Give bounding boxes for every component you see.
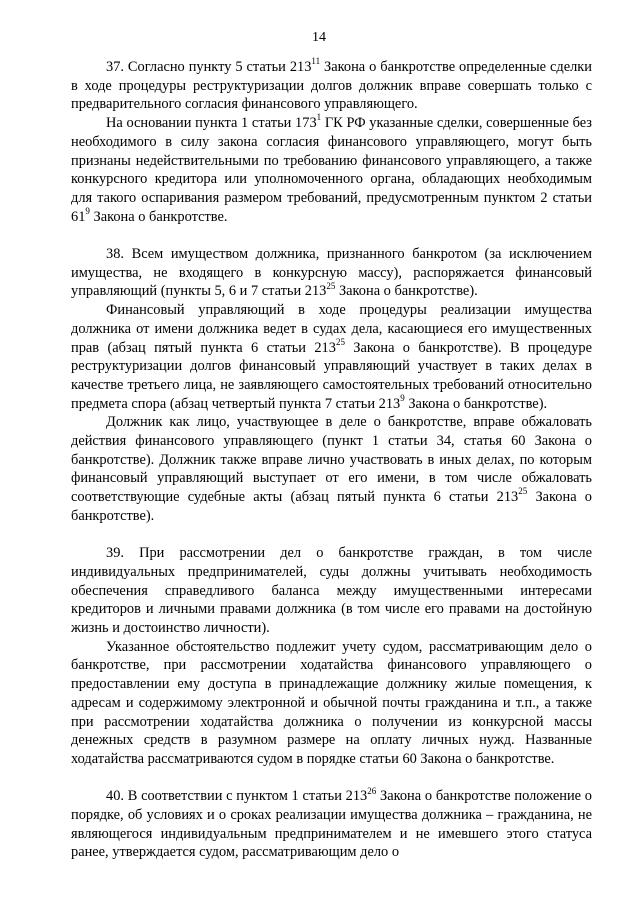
paragraph-text: 37. Согласно пункту 5 статьи 213 <box>106 59 312 75</box>
superscript: 9 <box>85 205 90 216</box>
superscript: 25 <box>518 486 528 497</box>
superscript: 9 <box>400 392 405 403</box>
paragraph-text: Закона о банкротстве. <box>89 208 228 225</box>
paragraph <box>71 245 592 301</box>
paragraph-text: Закона о банкротстве). <box>404 395 548 412</box>
paragraph-text: На основании пункта 1 статьи 173 <box>106 115 317 132</box>
paragraph <box>71 544 592 638</box>
superscript: 11 <box>311 56 321 67</box>
paragraph <box>71 114 592 226</box>
page-number: 14 <box>312 30 326 45</box>
paragraph <box>71 58 592 114</box>
document-body <box>71 58 592 862</box>
superscript: 26 <box>367 785 377 796</box>
paragraph-text: Должник как лицо, участвующее в деле о банкротстве, вправе обжаловать действия финансового управляющего (пункт 1 статьи 34, статья 60 Закона о банкротстве). Должник также вправе лично участвовать в иных делах, по которым финансовый управляющий выступает от его имени, в том числе обжаловать соответствующие судебные акты (абзац пятый пункта 6 статьи 213 <box>71 414 592 506</box>
paragraph <box>71 638 592 769</box>
paragraph-text: Закона о банкротстве). <box>335 283 478 300</box>
paragraph-text: Финансовый управляющий в ходе процедуры реализации имущества должника от имени должника ведет в судах дела, касающиеся его имущественных прав (абзац пятый пункта 6 статьи 213 <box>71 302 592 356</box>
paragraph-text: Закона о банкротстве положение о порядке, об условиях и о сроках реализации имущества должника – гражданина, не являющегося индивидуальным предпринимателем и не имевшего этого статуса ранее, утверждается судом, рассматривающим дело о <box>71 788 593 861</box>
paragraph <box>71 301 592 413</box>
superscript: 25 <box>326 280 336 291</box>
paragraph <box>71 413 592 525</box>
paragraph-text: 39. При рассмотрении дел о банкротстве граждан, в том числе индивидуальных предпринимателей, суды должны учитывать необходимость обеспечения справедливого баланса между имущественными интересами кредиторов и личными правами должника (в том числе его правами на достойную жизнь и достоинство личности). <box>71 545 592 637</box>
paragraph-text: Указанное обстоятельство подлежит учету судом, рассматривающим дело о банкротстве, при рассмотрении ходатайства финансового управляющего о предоставлении ему доступа в принадлежащие должнику жилые помещения, к адресам и содержимому электронной и обычной почты гражданина и т.п., а также при рассмотрении ходатайства должника о получении из конкурсной массы денежных средств в разумном размере на оплату личных нужд. Названные ходатайства рассматриваются судом в порядке статьи 60 Закона о банкротстве. <box>71 638 592 767</box>
paragraph <box>71 787 592 862</box>
paragraph-text: Закона о банкротстве определенные сделки в ходе процедуры реструктуризации долгов должник вправе совершать только с предварительного согласия финансового управляющего. <box>71 59 592 113</box>
paragraph-text: ГК РФ указанные сделки, совершенные без необходимого в силу закона согласия финансового управляющего, могут быть признаны недействительными по требованию финансового управляющего, а также конкурсного кредитора или уполномоченного органа, обладающих необходимым для такого оспаривания размером требований, предусмотренным пунктом 2 статьи 61 <box>71 115 592 225</box>
paragraph-text: 40. В соответствии с пунктом 1 статьи 213 <box>106 788 368 805</box>
paragraph-text: Закона о банкротстве). В процедуре реструктуризации долгов финансовый управляющий участвует в таких делах в качестве третьего лица, не заявляющего самостоятельных требований относительно предмета спора (абзац четвертый пункта 7 статьи 213 <box>71 339 593 412</box>
superscript: 1 <box>316 112 322 123</box>
paragraph-text: Закона о банкротстве). <box>71 489 592 524</box>
paragraph-text: 38. Всем имуществом должника, признанного банкротом (за исключением имущества, не входящего в конкурсную массу), распоряжается финансовый управляющий (пункты 5, 6 и 7 статьи 213 <box>71 246 592 300</box>
superscript: 25 <box>335 336 345 347</box>
